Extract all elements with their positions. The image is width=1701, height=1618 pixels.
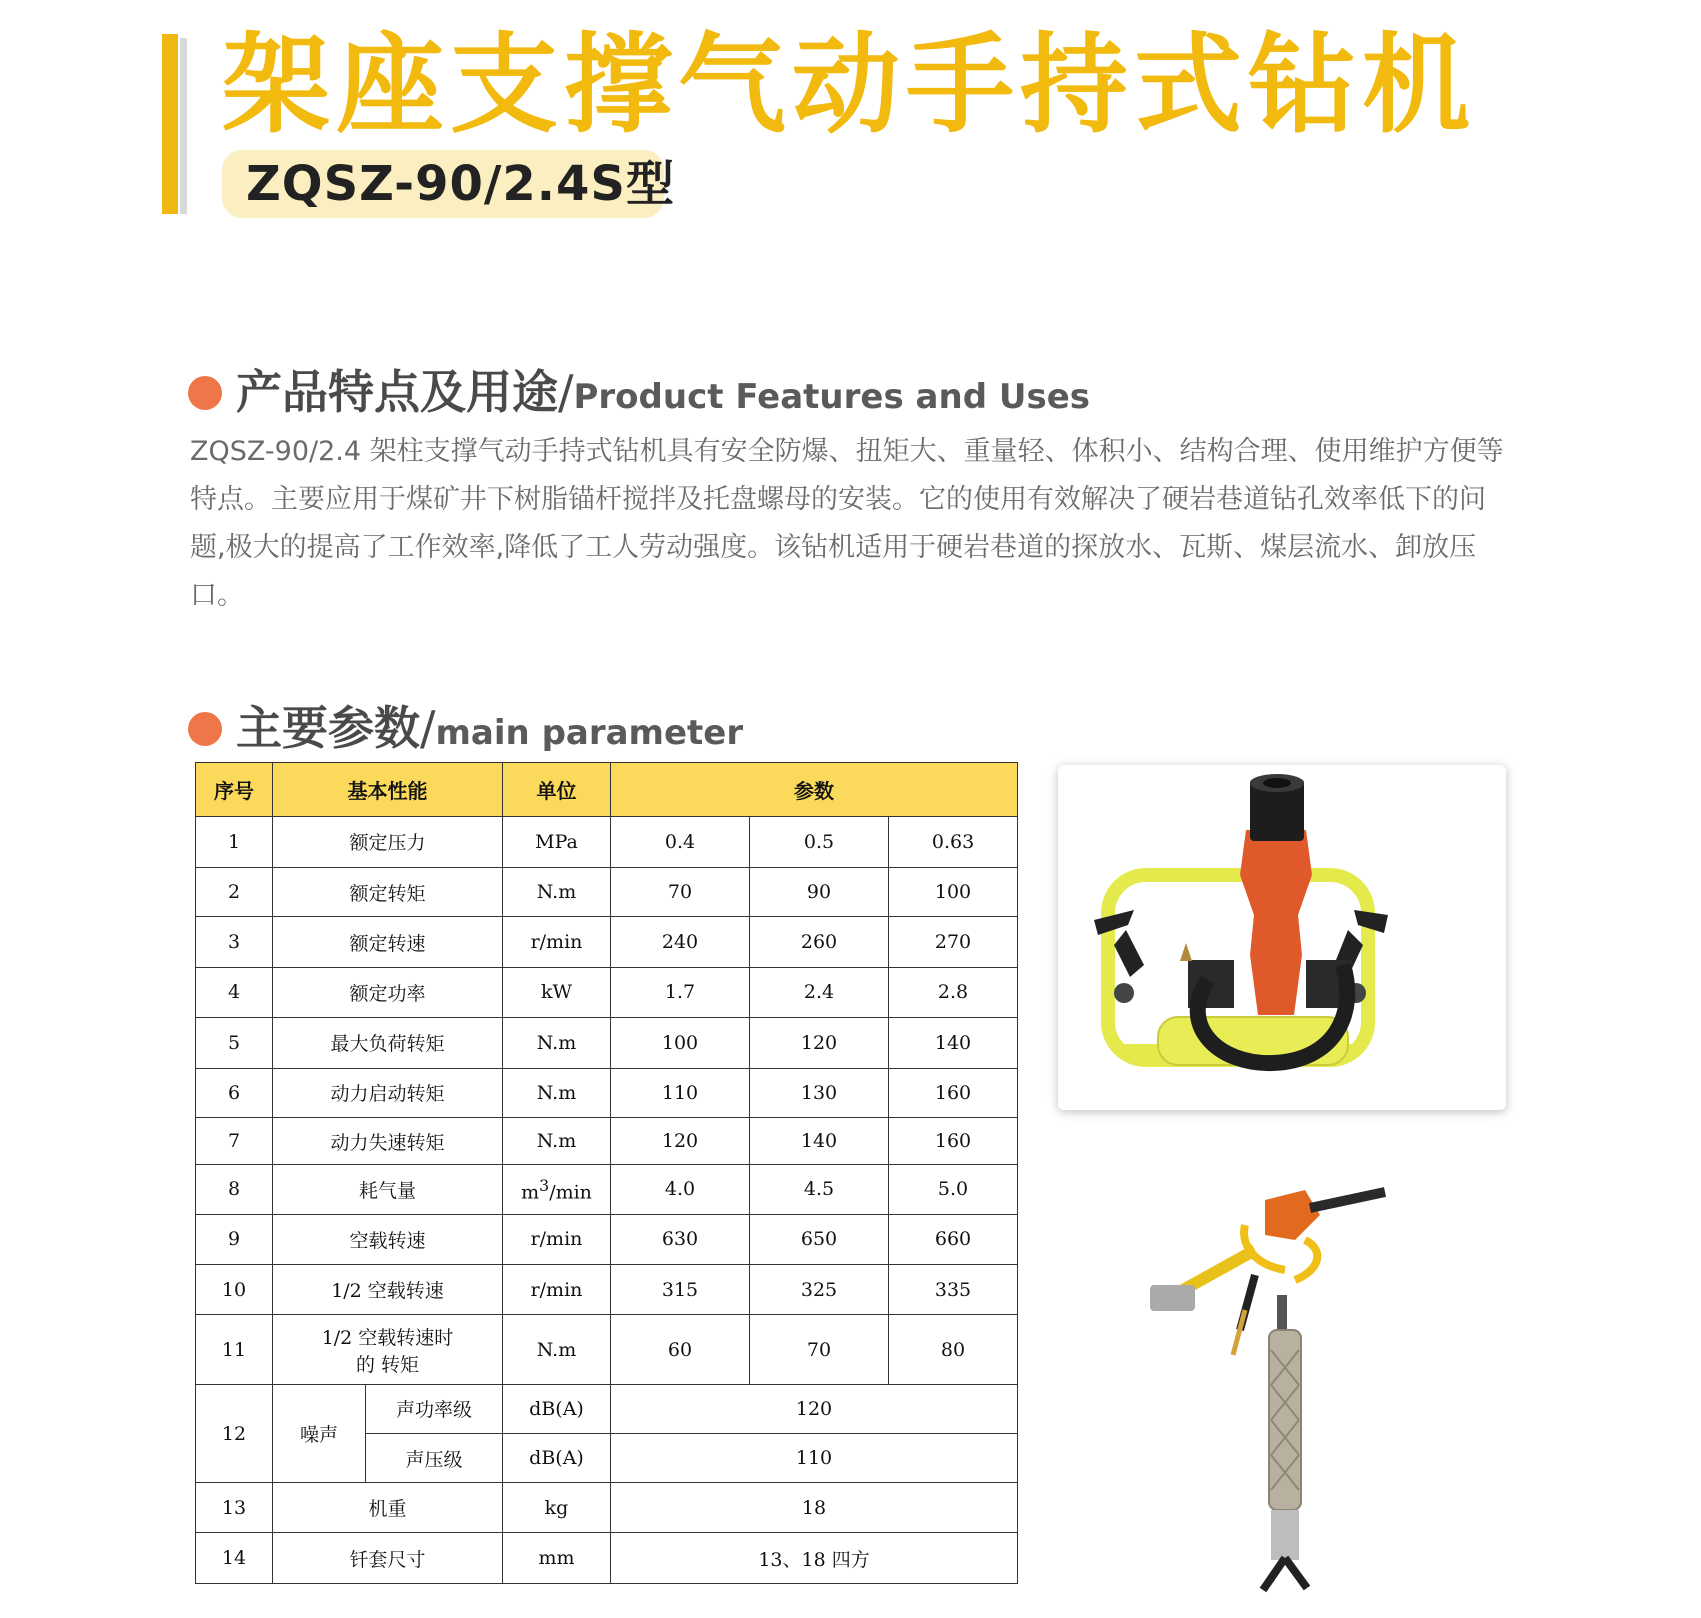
cell-unit: dB(A) [503, 1385, 611, 1434]
cell-value: 80 [889, 1315, 1018, 1385]
cell-unit: r/min [503, 1214, 611, 1265]
cell-name: 最大负荷转矩 [273, 1017, 503, 1068]
params-heading [236, 698, 743, 769]
cell-unit: N.m [503, 1118, 611, 1165]
heading-separator: / [420, 701, 436, 755]
unit-rest: /min [549, 1180, 592, 1203]
cell-unit: N.m [503, 867, 611, 917]
title-accent-shadow [180, 38, 187, 214]
cell-value: 0.4 [611, 817, 750, 868]
cell-value: 325 [750, 1265, 889, 1315]
cell-no: 3 [196, 917, 273, 968]
model-label: ZQSZ-90/2.4S型 [246, 156, 675, 212]
cell-no: 5 [196, 1017, 273, 1068]
cell-unit: dB(A) [503, 1433, 611, 1483]
cell-name: 1/2 空载转速 [273, 1265, 503, 1315]
table-row [196, 968, 1018, 1018]
cell-unit: kW [503, 968, 611, 1018]
cell-no: 4 [196, 968, 273, 1018]
table-row [196, 1068, 1018, 1118]
header-name: 基本性能 [273, 763, 503, 817]
cell-value: 2.8 [889, 968, 1018, 1018]
cell-group: 噪声 [273, 1385, 366, 1483]
cell-no: 6 [196, 1068, 273, 1118]
title-accent-bar [162, 34, 178, 214]
cell-value: 110 [611, 1433, 1018, 1483]
cell-no: 7 [196, 1118, 273, 1165]
cell-no: 10 [196, 1265, 273, 1315]
cell-value: 70 [750, 1315, 889, 1385]
cell-name: 动力失速转矩 [273, 1118, 503, 1165]
unit-base: m [521, 1180, 540, 1203]
cell-value: 140 [889, 1017, 1018, 1068]
cell-subname: 声功率级 [366, 1385, 503, 1434]
cell-value: 120 [750, 1017, 889, 1068]
page-title: 架座支撑气动手持式钻机 [222, 23, 1477, 148]
header-value: 参数 [611, 763, 1018, 817]
cell-value: 18 [611, 1483, 1018, 1533]
cell-value: 160 [889, 1118, 1018, 1165]
cell-value: 4.5 [750, 1164, 889, 1214]
cell-name: 额定转速 [273, 917, 503, 968]
cell-value: 240 [611, 917, 750, 968]
cell-name: 空载转速 [273, 1214, 503, 1265]
cell-value: 5.0 [889, 1164, 1018, 1214]
cell-no: 1 [196, 817, 273, 868]
cell-value: 120 [611, 1118, 750, 1165]
cell-value: 160 [889, 1068, 1018, 1118]
bullet-dot-icon [188, 712, 222, 746]
cell-unit: N.m [503, 1068, 611, 1118]
table-row [196, 1315, 1018, 1385]
table-row [196, 867, 1018, 917]
drill-support-illustration [1145, 1180, 1435, 1600]
features-description: ZQSZ-90/2.4 架柱支撑气动手持式钻机具有安全防爆、扭矩大、重量轻、体积小、结构合理、使用维护方便等特点。主要应用于煤矿井下树脂锚杆搅拌及托盘螺母的安装。它的使用有效解决了硬岩巷道钻孔效率低下的问题,极大的提高了工作效率,降低了工人劳动强度。该钻机适用于硬岩巷道的探放水、瓦斯、煤层流水、卸放压口。 [190, 436, 1504, 611]
drill-frame-illustration [1058, 765, 1506, 1110]
cell-no: 13 [196, 1483, 273, 1533]
cell-value: 70 [611, 867, 750, 917]
cell-name-line: 1/2 空载转速时 [321, 1326, 454, 1349]
cell-unit: N.m [503, 1315, 611, 1385]
cell-no: 2 [196, 867, 273, 917]
cell-name: 机重 [273, 1483, 503, 1533]
table-row [196, 1164, 1018, 1214]
table-row [196, 1265, 1018, 1315]
cell-unit: kg [503, 1483, 611, 1533]
cell-name: 耗气量 [273, 1164, 503, 1214]
table-row [196, 917, 1018, 968]
cell-name-line: 的 转矩 [355, 1353, 420, 1376]
cell-value: 100 [889, 867, 1018, 917]
cell-value: 315 [611, 1265, 750, 1315]
features-heading [236, 362, 1090, 433]
bullet-dot-icon [188, 376, 222, 410]
product-photo-frame [1058, 765, 1506, 1110]
heading-separator: / [558, 365, 574, 419]
table-row [196, 1214, 1018, 1265]
cell-no: 8 [196, 1164, 273, 1214]
cell-name [273, 1315, 503, 1385]
cell-unit [503, 1164, 611, 1214]
table-row [196, 1385, 1018, 1434]
cell-value: 335 [889, 1265, 1018, 1315]
cell-name: 额定功率 [273, 968, 503, 1018]
cell-subname: 声压级 [366, 1433, 503, 1483]
table-row [196, 1533, 1018, 1584]
parameter-table [195, 762, 1018, 1584]
cell-no: 14 [196, 1533, 273, 1584]
cell-no: 9 [196, 1214, 273, 1265]
cell-unit: MPa [503, 817, 611, 868]
cell-value: 120 [611, 1385, 1018, 1434]
cell-value: 130 [750, 1068, 889, 1118]
cell-unit: N.m [503, 1017, 611, 1068]
cell-value: 650 [750, 1214, 889, 1265]
cell-name: 钎套尺寸 [273, 1533, 503, 1584]
cell-value: 0.63 [889, 817, 1018, 868]
cell-name: 动力启动转矩 [273, 1068, 503, 1118]
cell-value: 1.7 [611, 968, 750, 1018]
cell-value: 660 [889, 1214, 1018, 1265]
table-header-row [196, 763, 1018, 817]
cell-name: 额定转矩 [273, 867, 503, 917]
cell-no: 11 [196, 1315, 273, 1385]
table-row [196, 1118, 1018, 1165]
cell-value: 270 [889, 917, 1018, 968]
table-row [196, 1017, 1018, 1068]
cell-value: 2.4 [750, 968, 889, 1018]
cell-value: 90 [750, 867, 889, 917]
cell-value: 60 [611, 1315, 750, 1385]
table-row [196, 817, 1018, 868]
header-unit: 单位 [503, 763, 611, 817]
cell-value: 0.5 [750, 817, 889, 868]
params-heading-en: main parameter [435, 713, 744, 753]
header-no: 序号 [196, 763, 273, 817]
cell-value: 260 [750, 917, 889, 968]
cell-unit: r/min [503, 1265, 611, 1315]
table-row [196, 1483, 1018, 1533]
params-heading-cn: 主要参数 [236, 701, 420, 755]
cell-no: 12 [196, 1385, 273, 1483]
cell-value: 4.0 [611, 1164, 750, 1214]
cell-value: 100 [611, 1017, 750, 1068]
cell-value: 13、18 四方 [611, 1533, 1018, 1584]
features-heading-cn: 产品特点及用途 [236, 365, 558, 419]
cell-name: 额定压力 [273, 817, 503, 868]
features-heading-en: Product Features and Uses [573, 377, 1091, 417]
cell-unit: r/min [503, 917, 611, 968]
cell-unit: mm [503, 1533, 611, 1584]
cell-value: 630 [611, 1214, 750, 1265]
cell-value: 140 [750, 1118, 889, 1165]
cell-value: 110 [611, 1068, 750, 1118]
unit-superscript: 3 [539, 1175, 550, 1195]
